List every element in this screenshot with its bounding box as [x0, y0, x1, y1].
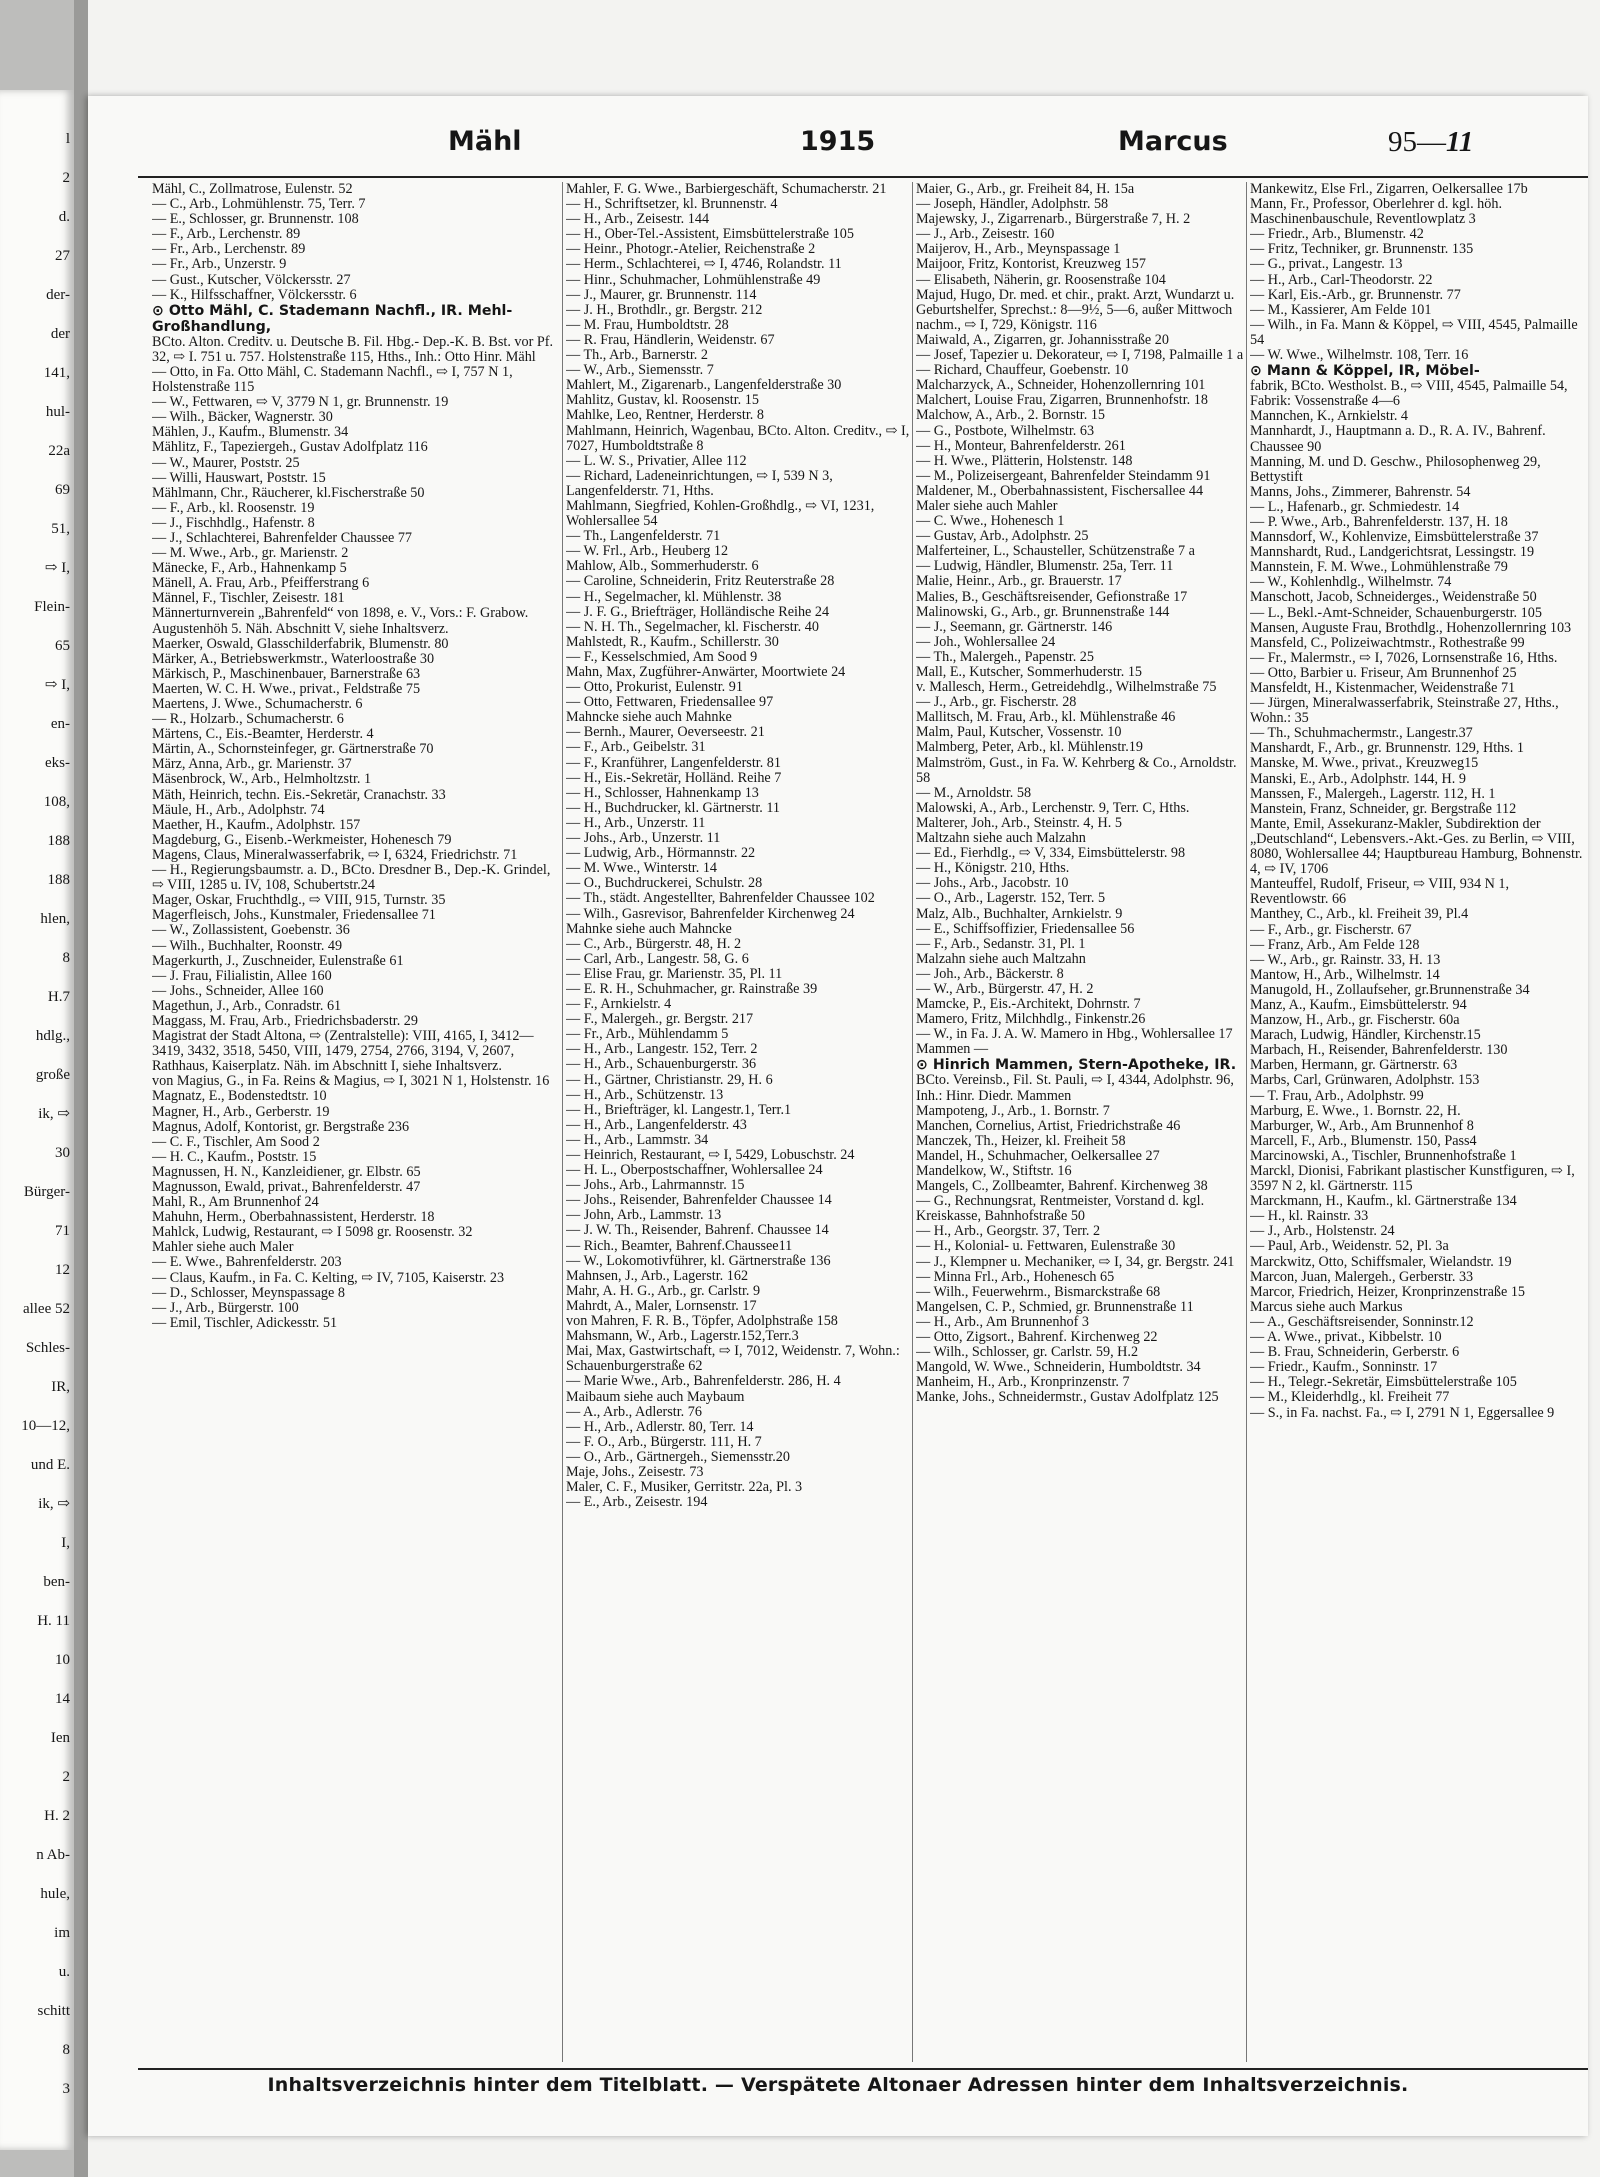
previous-page-fragment: d. [58, 209, 70, 225]
directory-entries: BCto. Vereinsb., Fil. St. Pauli, ⇨ I, 4344, Adolphstr. 96, Inh.: Hinr. Diedr. Mammen Mampoteng, J., Arb., 1. Bornstr. 7 Manchen, Cornelius, Artist, Friedrichstraße 46 Manczek, Th., Heizer, kl. Freiheit 58 Mandel, H., Schuhmacher, Oelkersallee 27 Mandelkow, W., Stiftstr. 16 Mangels, C., Zollbeamter, Bahrenf. Kirchenweg 38 — G., Rechnungsrat, Rentmeister, Vorstand d. kgl. Kreiskasse, Bahnhofstraße 50 — H., Arb., Georgstr. 37, Terr. 2 — H., Kolonial- u. Fettwaren, Eulenstraße 30 — J., Klempner u. Mechaniker, ⇨ I, 34, gr. Bergstr. 241 — Minna Frl., Arb., Hohenesch 65 — Wilh., Feuerwehrm., Bismarckstraße 68 Mangelsen, C. P., Schmied, gr. Brunnenstraße 11 — H., Arb., Am Brunnenhof 3 — Otto, Zigsort., Bahrenf. Kirchenweg 22 — Wilh., Schlosser, gr. Carlstr. 59, H.2 Mangold, W. Wwe., Schneiderin, Humboldtstr. 34 Manheim, H., Arb., Kronprinzenstr. 7 Manke, Johs., Schneidermstr., Gustav Adolfplatz 125 [916, 1072, 1235, 1406]
previous-page-fragment: n Ab- [36, 1847, 70, 1863]
previous-page-fragment: ⇨ I, [44, 560, 70, 576]
previous-page-fragment: schitt [37, 2003, 70, 2019]
previous-page-fragment: hul- [45, 404, 70, 420]
directory-entry-heading: ⊙ Mann & Köppel, IR, Möbel- [1250, 363, 1480, 380]
header-last-name: Marcus [1118, 126, 1228, 157]
previous-page-fragment: 3 [62, 2081, 70, 2097]
previous-page-fragment: H. 2 [44, 1808, 70, 1824]
previous-page-fragment: eks- [45, 755, 70, 771]
header-first-name: Mähl [448, 126, 522, 157]
previous-page-fragment: ben- [43, 1574, 70, 1590]
column-3 [916, 182, 1244, 2062]
previous-page-fragment: ik, ⇨ [38, 1496, 70, 1512]
previous-page-fragment: Bürger- [23, 1184, 70, 1200]
directory-entries: fabrik, BCto. Westholst. B., ⇨ VIII, 4545, Palmaille 54, Fabrik: Vossenstraße 4—6 Mannchen, K., Arnkielstr. 4 Mannhardt, J., Hauptmann a. D., R. A. IV., Bahrenf. Chaussee 90 Manning, M. und D. Geschw., Philosophenweg 29, Bettystift Manns, Johs., Zimmerer, Bahrenstr. 54 — L., Hafenarb., gr. Schmiedestr. 14 — P. Wwe., Arb., Bahrenfelderstr. 137, H. 18 Mannsdorf, W., Kohlenvize, Eimsbüttelerstraße 37 Mannshardt, Rud., Landgerichtsrat, Lessingstr. 19 Mannstein, F. M. Wwe., Lohmühlenstraße 79 — W., Kohlenhdlg., Wilhelmstr. 74 Manschott, Jacob, Schneiderges., Weidenstraße 50 — L., Bekl.-Amt-Schneider, Schauenburgerstr. 105 Mansen, Auguste Frau, Brothdlg., Hohenzollernring 103 Mansfeld, C., Polizeiwachtmstr., Rothestraße 99 — Fr., Malermstr., ⇨ I, 7026, Lornsenstraße 16, Hths. — Otto, Barbier u. Friseur, Am Brunnenhof 25 Mansfeldt, H., Kistenmacher, Weidenstraße 71 — Jürgen, Mineralwasserfabrik, Steinstraße 27, Hths., Wohn.: 35 — Th., Schuhmachermstr., Langestr.37 Manshardt, F., Arb., gr. Brunnenstr. 129, Hths. 1 Manske, M. Wwe., privat., Kreuzweg15 Manski, E., Arb., Adolphstr. 144, H. 9 Manssen, F., Malergeh., Lagerstr. 112, H. 1 Manstein, Franz, Schneider, gr. Bergstraße 112 Mante, Emil, Assekuranz-Makler, Subdirektion der „Deutschland“, Lebensvers.-Akt.-Ges. zu Berlin, ⇨ VIII, 8080, Wohlersallee 44; Hauptbureau Hamburg, Bohnenstr. 4, ⇨ IV, 1706 Manteuffel, Rudolf, Friseur, ⇨ VIII, 934 N 1, Reventlowstr. 66 Manthey, C., Arb., kl. Freiheit 39, Pl.4 — F., Arb., gr. Fischerstr. 67 — Franz, Arb., Am Felde 128 — W., Arb., gr. Rainstr. 33, H. 13 Mantow, H., Arb., Wilhelmstr. 14 Manugold, H., Zollaufseher, gr.Brunnenstraße 34 Manz, A., Kaufm., Eimsbüttelerstr. 94 Manzow, H., Arb., gr. Fischerstr. 60a Marach, Ludwig, Händler, Kirchenstr.15 Marbach, H., Reisender, Bahrenfelderstr. 130 Marben, Hermann, gr. Gärtnerstr. 63 Marbs, Carl, Grünwaren, Adolphstr. 153 — T. Frau, Arb., Adolphstr. 99 Marburg, E. Wwe., 1. Bornstr. 22, H. Marburger, W., Arb., Am Brunnenhof 8 Marcell, F., Arb., Blumenstr. 150, Pass4 Marcinowski, A., Tischler, Brunnenhofstraße 1 Marckl, Dionisi, Fabrikant plastischer Kunstfiguren, ⇨ I, 3597 N 2, kl. Gärtnerstr. 115 Marckmann, H., Kaufm., kl. Gärtnerstraße 134 — H., kl. Rainstr. 33 — J., Arb., Holstenstr. 24 — Paul, Arb., Weidenstr. 52, Pl. 3a Marckwitz, Otto, Schiffsmaler, Wielandstr. 19 Marcon, Juan, Malergeh., Gerberstr. 33 Marcor, Friedrich, Heizer, Kronprinzenstraße 15 Marcus siehe auch Markus — A., Geschäftsreisender, Sonninstr.12 — A. Wwe., privat., Kibbelstr. 10 — B. Frau, Schneiderin, Gerberstr. 6 — Friedr., Kaufm., Sonninstr. 17 — H., Telegr.-Sekretär, Eimsbüttelerstraße 105 — M., Kleiderhdlg., kl. Freiheit 77 — S., in Fa. nachst. Fa., ⇨ I, 2791 N 1, Eggersallee 9 [1250, 378, 1583, 1421]
previous-page-fragment: Flein- [34, 599, 70, 615]
page-number-digits: 95— [1388, 126, 1446, 158]
directory-entries: Maier, G., Arb., gr. Freiheit 84, H. 15a — Joseph, Händler, Adolphstr. 58 Majewsky, J., Zigarrenarb., Bürgerstraße 7, H. 2 — J., Arb., Zeisestr. 160 Maijerov, H., Arb., Meynspassage 1 Maijoor, Fritz, Kontorist, Kreuzweg 157 — Elisabeth, Näherin, gr. Roosenstraße 104 Majud, Hugo, Dr. med. et chir., prakt. Arzt, Wundarzt u. Geburtshelfer, Sprechst.: 8—9½, 5—6, außer Mittwoch nachm., ⇨ I, 729, Königstr. 116 Maiwald, A., Zigarren, gr. Johannisstraße 20 — Josef, Tapezier u. Dekorateur, ⇨ I, 7198, Palmaille 1 a — Richard, Chauffeur, Goebenstr. 10 Malcharzyck, A., Schneider, Hohenzollernring 101 Malchert, Louise Frau, Zigarren, Brunnenhofstr. 18 Malchow, A., Arb., 2. Bornstr. 15 — G., Postbote, Wilhelmstr. 63 — H., Monteur, Bahrenfelderstr. 261 — H. Wwe., Plätterin, Holstenstr. 148 — M., Polizeisergeant, Bahrenfelder Steindamm 91 Maldener, M., Oberbahnassistent, Fischersallee 44 Maler siehe auch Mahler — C. Wwe., Hohenesch 1 — Gustav, Arb., Adolphstr. 25 Malferteiner, L., Schausteller, Schützenstraße 7 a — Ludwig, Händler, Blumenstr. 25a, Terr. 11 Malie, Heinr., Arb., gr. Brauerstr. 17 Malies, B., Geschäftsreisender, Gefionstraße 17 Malinowski, G., Arb., gr. Brunnenstraße 144 — J., Seemann, gr. Gärtnerstr. 146 — Joh., Wohlersallee 24 — Th., Malergeh., Papenstr. 25 Mall, E., Kutscher, Sommerhuderstr. 15 v. Mallesch, Herm., Getreidehdlg., Wilhelmstraße 75 — J., Arb., gr. Fischerstr. 28 Mallitsch, M. Frau, Arb., kl. Mühlenstraße 46 Malm, Paul, Kutscher, Vossenstr. 10 Malmberg, Peter, Arb., kl. Mühlenstr.19 Malmström, Gust., in Fa. W. Kehrberg & Co., Arnoldstr. 58 — M., Arnoldstr. 58 Malowski, A., Arb., Lerchenstr. 9, Terr. C, Hths. Malterer, Joh., Arb., Steinstr. 4, H. 5 Maltzahn siehe auch Malzahn — Ed., Fierhdlg., ⇨ V, 334, Eimsbüttelerstr. 98 — H., Königstr. 210, Hths. — Johs., Arb., Jacobstr. 10 — O., Arb., Lagerstr. 152, Terr. 5 Malz, Alb., Buchhalter, Arnkielstr. 9 — E., Schiffsoffizier, Friedensallee 56 — F., Arb., Sedanstr. 31, Pl. 1 Malzahn siehe auch Maltzahn — Joh., Arb., Bäckerstr. 8 — W., Arb., Bürgerstr. 47, H. 2 Mamcke, P., Eis.-Architekt, Dohrnstr. 7 Mamero, Fritz, Milchhdlg., Finkenstr.26 — W., in Fa. J. A. W. Mamero in Hbg., Wohlersallee 17 Mammen — [916, 182, 1244, 1058]
page-number [1388, 126, 1473, 159]
previous-page-fragment: der [50, 326, 70, 342]
previous-page-fragment: 27 [55, 248, 70, 264]
page-header [88, 126, 1588, 166]
previous-page-fragment: hlen, [40, 911, 70, 927]
directory-entries: Mähl, C., Zollmatrose, Eulenstr. 52 — C., Arb., Lohmühlenstr. 75, Terr. 7 — E., Schlosser, gr. Brunnenstr. 108 — F., Arb., Lerchenstr. 89 — Fr., Arb., Lerchenstr. 89 — Fr., Arb., Unzerstr. 9 — Gust., Kutscher, Völckersstr. 27 — K., Hilfsschaffner, Völckersstr. 6 [152, 182, 366, 303]
previous-page-fragment: IR, [51, 1379, 70, 1395]
previous-page-fragment: allee 52 [22, 1301, 70, 1317]
previous-page-edge [0, 90, 74, 2150]
previous-page-fragment: H. 11 [37, 1613, 70, 1629]
directory-entries: BCto. Alton. Creditv. u. Deutsche B. Fil. Hbg.- Dep.-K. B. Bst. vor Pf. 32, ⇨ I. 751 u. 757. Holstenstraße 115, Hths., Inh.: Otto Hinr. Mähl — Otto, in Fa. Otto Mähl, C. Stademann Nachfl., ⇨ I, 757 N 1, Holstenstraße 115 — W., Fettwaren, ⇨ V, 3779 N 1, gr. Brunnenstr. 19 — Wilh., Bäcker, Wagnerstr. 30 Mählen, J., Kaufm., Blumenstr. 34 Mählitz, F., Tapeziergeh., Gustav Adolfplatz 116 — W., Maurer, Poststr. 25 — Willi, Hauswart, Poststr. 15 Mählmann, Chr., Räucherer, kl.Fischerstraße 50 — F., Arb., kl. Roosenstr. 19 — J., Fischhdlg., Hafenstr. 8 — J., Schlachterei, Bahrenfelder Chaussee 77 — M. Wwe., Arb., gr. Marienstr. 2 Mänecke, F., Arb., Hahnenkamp 5 Mänell, A. Frau, Arb., Pfeifferstrang 6 Männel, F., Tischler, Zeisestr. 181 Männerturnverein „Bahrenfeld“ von 1898, e. V., Vors.: F. Grabow. Augustenhöh 5. Näh. Abschnitt V, siehe Inhaltsverz. Maerker, Oswald, Glasschilderfabrik, Blumenstr. 80 Märker, A., Betriebswerkmstr., Waterloostraße 30 Märkisch, P., Maschinenbauer, Barnerstraße 63 Maerten, W. C. H. Wwe., privat., Feldstraße 75 Maertens, J. Wwe., Schumacherstr. 6 — R., Holzarb., Schumacherstr. 6 Märtens, C., Eis.-Beamter, Herderstr. 4 Märtin, A., Schornsteinfeger, gr. Gärtnerstraße 70 März, Anna, Arb., gr. Marienstr. 37 Mäsenbrock, W., Arb., Helmholtzstr. 1 Mäth, Heinrich, techn. Eis.-Sekretär, Cranachstr. 33 Mäule, H., Arb., Adolphstr. 74 Maether, H., Kaufm., Adolphstr. 157 Magdeburg, G., Eisenb.-Werkmeister, Hohenesch 79 Magens, Claus, Mineralwasserfabrik, ⇨ I, 6324, Friedrichstr. 71 — H., Regierungsbaumstr. a. D., BCto. Dresdner B., Dep.-K. Grindel, ⇨ VIII, 1285 u. IV, 108, Schubertstr.24 Mager, Oskar, Fruchthdlg., ⇨ VIII, 915, Turnstr. 35 Magerfleisch, Johs., Kunstmaler, Friedensallee 71 — W., Zollassistent, Goebenstr. 36 — Wilh., Buchhalter, Roonstr. 49 Magerkurth, J., Zuschneider, Eulenstraße 61 — J. Frau, Filialistin, Allee 160 — Johs., Schneider, Allee 160 Magethun, J., Arb., Conradstr. 61 Maggass, M. Frau, Arb., Friedrichsbaderstr. 29 Magistrat der Stadt Altona, ⇨ (Zentralstelle): VIII, 4165, I, 3412—3419, 3432, 3518, 5450, VIII, 1479, 2754, 2766, 3194, V, 2607, Rathhaus, Kaiserplatz. Näh. im Abschnitt I, siehe Inhaltsverz. von Magius, G., in Fa. Reins & Magius, ⇨ I, 3021 N 1, Holstenstr. 16 Magnatz, E., Bodenstedtstr. 10 Magner, H., Arb., Gerberstr. 19 Magnus, Adolf, Kontorist, gr. Bergstraße 236 — C. F., Tischler, Am Sood 2 — H. C., Kaufm., Poststr. 15 Magnussen, H. N., Kanzleidiener, gr. Elbstr. 65 Magnusson, Ewald, privat., Bahrenfelderstr. 47 Mahl, R., Am Brunnenhof 24 Mahuhn, Herm., Oberbahnassistent, Herderstr. 18 Mahlck, Ludwig, Restaurant, ⇨ I 5098 gr. Roosenstr. 32 Mahler siehe auch Maler — E. Wwe., Bahrenfelderstr. 203 — Claus, Kaufm., in Fa. C. Kelting, ⇨ IV, 7105, Kaiserstr. 23 — D., Schlosser, Meynspassage 8 — J., Arb., Bürgerstr. 100 — Emil, Tischler, Adickesstr. 51 [152, 333, 554, 1331]
footer-rule [138, 2068, 1588, 2070]
previous-page-fragment: 71 [55, 1223, 70, 1239]
previous-page-fragment: 30 [55, 1145, 70, 1161]
previous-page-fragment: hdlg., [35, 1028, 70, 1044]
previous-page-fragment: 10 [55, 1652, 70, 1668]
previous-page-fragment: I, [61, 1535, 70, 1551]
previous-page-fragment: 22a [48, 443, 70, 459]
previous-page-fragment: 141, [43, 365, 70, 381]
column-divider [912, 182, 913, 2062]
header-rule [138, 176, 1588, 178]
column-divider [562, 182, 563, 2062]
previous-page-fragment: 10—12, [21, 1418, 70, 1434]
previous-page-fragment: 14 [55, 1691, 70, 1707]
previous-page-fragment: und E. [30, 1457, 70, 1473]
previous-page-fragment: 8 [62, 2042, 70, 2058]
previous-page-fragment: 65 [55, 638, 70, 654]
directory-entries: Mankewitz, Else Frl., Zigarren, Oelkersallee 17b Mann, Fr., Professor, Oberlehrer d. kgl. höh. Maschinenbauschule, Reventlowplatz 3 — Friedr., Arb., Blumenstr. 42 — Fritz, Techniker, gr. Brunnenstr. 135 — G., privat., Langestr. 13 — H., Arb., Carl-Theodorstr. 22 — Karl, Eis.-Arb., gr. Brunnenstr. 77 — M., Kassierer, Am Felde 101 — Wilh., in Fa. Mann & Köppel, ⇨ VIII, 4545, Palmaille 54 — W. Wwe., Wilhelmstr. 108, Terr. 16 [1250, 182, 1578, 364]
book-gutter [74, 0, 88, 2177]
previous-page-fragment: 2 [62, 170, 70, 186]
column-divider [1246, 182, 1247, 2062]
column-1 [152, 182, 560, 2062]
previous-page-fragment: Schles- [25, 1340, 70, 1356]
column-4 [1250, 182, 1584, 2062]
directory-entry-heading: ⊙ Hinrich Mammen, Stern-Apotheke, IR. [916, 1057, 1237, 1074]
previous-page-fragment: Ien [50, 1730, 70, 1746]
previous-page-fragment: en- [50, 716, 70, 732]
previous-page-fragment: 51, [51, 521, 70, 537]
previous-page-fragment: der- [46, 287, 70, 303]
previous-page-fragment: 8 [62, 950, 70, 966]
previous-page-fragment: im [54, 1925, 70, 1941]
previous-page-fragment: 2 [62, 1769, 70, 1785]
previous-page-fragment: u. [58, 1964, 70, 1980]
previous-page-fragment: 188 [47, 833, 70, 849]
previous-page-fragment: 12 [55, 1262, 70, 1278]
previous-page-fragment: ik, ⇨ [38, 1106, 70, 1122]
previous-page-fragment: ⇨ I, [44, 677, 70, 693]
previous-page-fragment: 69 [55, 482, 70, 498]
previous-page-fragment: H.7 [47, 989, 70, 1005]
header-year: 1915 [800, 126, 876, 157]
directory-entry-heading: ⊙ Otto Mähl, C. Stademann Nachfl., IR. Mehl-Großhandlung, [152, 302, 513, 335]
previous-page-fragment: hule, [40, 1886, 70, 1902]
previous-page-fragment: 108, [43, 794, 70, 810]
previous-page-fragment: große [35, 1067, 70, 1083]
column-2 [566, 182, 910, 2062]
page-number-italic: 11 [1446, 126, 1474, 158]
directory-entries: Mahler, F. G. Wwe., Barbiergeschäft, Schumacherstr. 21 — H., Schriftsetzer, kl. Brunnenstr. 4 — H., Arb., Zeisestr. 144 — H., Ober-Tel.-Assistent, Eimsbüttelerstraße 105 — Heinr., Photogr.-Atelier, Reichenstraße 2 — Herm., Schlachterei, ⇨ I, 4746, Rolandstr. 11 — Hinr., Schuhmacher, Lohmühlenstraße 49 — J., Maurer, gr. Brunnenstr. 114 — J. H., Brothdlr., gr. Bergstr. 212 — M. Frau, Humboldtstr. 28 — R. Frau, Händlerin, Weidenstr. 67 — Th., Arb., Barnerstr. 2 — W., Arb., Siemensstr. 7 Mahlert, M., Zigarenarb., Langenfelderstraße 30 Mahlitz, Gustav, kl. Roosenstr. 15 Mahlke, Leo, Rentner, Herderstr. 8 Mahlmann, Heinrich, Wagenbau, BCto. Alton. Creditv., ⇨ I, 7027, Humboldtstraße 8 — L. W. S., Privatier, Allee 112 — Richard, Ladeneinrichtungen, ⇨ I, 539 N 3, Langenfelderstr. 71, Hths. Mahlmann, Siegfried, Kohlen-Großhdlg., ⇨ VI, 1231, Wohlersallee 54 — Th., Langenfelderstr. 71 — W. Frl., Arb., Heuberg 12 Mahlow, Alb., Sommerhuderstr. 6 — Caroline, Schneiderin, Fritz Reuterstraße 28 — H., Segelmacher, kl. Mühlenstr. 38 — J. F. G., Briefträger, Holländische Reihe 24 — N. H. Th., Segelmacher, kl. Fischerstr. 40 Mahlstedt, R., Kaufm., Schillerstr. 30 — F., Kesselschmied, Am Sood 9 Mahn, Max, Zugführer-Anwärter, Moortwiete 24 — Otto, Prokurist, Eulenstr. 91 — Otto, Fettwaren, Friedensallee 97 Mahncke siehe auch Mahnke — Bernh., Maurer, Oeverseestr. 21 — F., Arb., Geibelstr. 31 — F., Kranführer, Langenfelderstr. 81 — H., Eis.-Sekretär, Holländ. Reihe 7 — H., Schlosser, Hahnenkamp 13 — H., Buchdrucker, kl. Gärtnerstr. 11 — H., Arb., Unzerstr. 11 — Johs., Arb., Unzerstr. 11 — Ludwig, Arb., Hörmannstr. 22 — M. Wwe., Winterstr. 14 — O., Buchdruckerei, Schulstr. 28 — Th., städt. Angestellter, Bahrenfelder Chaussee 102 — Wilh., Gasrevisor, Bahrenfelder Kirchenweg 24 Mahnke siehe auch Mahncke — C., Arb., Bürgerstr. 48, H. 2 — Carl, Arb., Langestr. 58, G. 6 — Elise Frau, gr. Marienstr. 35, Pl. 11 — E. R. H., Schuhmacher, gr. Rainstraße 39 — F., Arnkielstr. 4 — F., Malergeh., gr. Bergstr. 217 — Fr., Arb., Mühlendamm 5 — H., Arb., Langestr. 152, Terr. 2 — H., Arb., Schauenburgerstr. 36 — H., Gärtner, Christianstr. 29, H. 6 — H., Arb., Schützenstr. 13 — H., Briefträger, kl. Langestr.1, Terr.1 — H., Arb., Langenfelderstr. 43 — H., Arb., Lammstr. 34 — Heinrich, Restaurant, ⇨ I, 5429, Lobuschstr. 24 — H. L., Oberpostschaffner, Wohlersallee 24 — Johs., Arb., Lahrmannstr. 15 — Johs., Reisender, Bahrenfelder Chaussee 14 — John, Arb., Lammstr. 13 — J. W. Th., Reisender, Bahrenf. Chaussee 14 — Rich., Beamter, Bahrenf.Chaussee11 — W., Lokomotivführer, kl. Gärtnerstraße 136 Mahnsen, J., Arb., Lagerstr. 162 Mahr, A. H. G., Arb., gr. Carlstr. 9 Mahrdt, A., Maler, Lornsenstr. 17 von Mahren, F. R. B., Töpfer, Adolphstraße 158 Mahsmann, W., Arb., Lagerstr.152,Terr.3 Mai, Max, Gastwirtschaft, ⇨ I, 7012, Weidenstr. 7, Wohn.: Schauenburgerstraße 62 — Marie Wwe., Arb., Bahrenfelderstr. 286, H. 4 Maibaum siehe auch Maybaum — A., Arb., Adlerstr. 76 — H., Arb., Adlerstr. 80, Terr. 14 — F. O., Arb., Bürgerstr. 111, H. 7 — O., Arb., Gärtnergeh., Siemensstr.20 Maje, Johs., Zeisestr. 73 Maler, C. F., Musiker, Gerritstr. 22a, Pl. 3 — E., Arb., Zeisestr. 194 [566, 182, 910, 1511]
page-footer: Inhaltsverzeichnis hinter dem Titelblatt. — Verspätete Altonaer Adressen hinter dem Inhaltsverzeichnis. [267, 2074, 1409, 2096]
directory-page [88, 96, 1588, 2136]
previous-page-fragment: l [65, 131, 70, 147]
previous-page-fragment: 188 [47, 872, 70, 888]
